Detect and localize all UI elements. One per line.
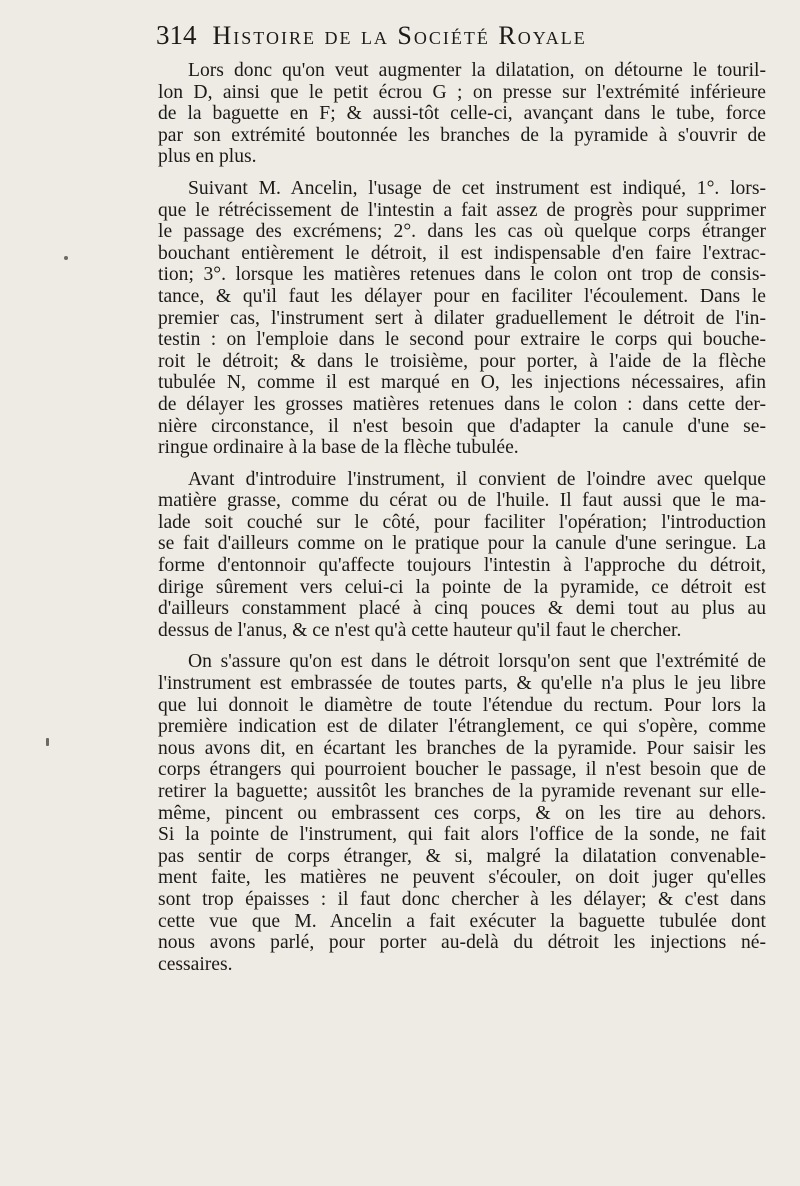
paper-speck (64, 256, 68, 260)
text-line: cessaires. (158, 953, 233, 975)
paper-speck (46, 738, 49, 746)
text-line: ringue ordinaire à la base de la flèche tubulée. (158, 437, 519, 459)
text-line: corps étrangers qui pourroient boucher le passage, il n'est besoin que de (158, 759, 766, 781)
text-line: se fait d'ailleurs comme on le pratique pour la canule d'une seringue. La (158, 533, 766, 555)
text-line: cette vue que M. Ancelin a fait exécuter la baguette tubulée dont (158, 910, 766, 932)
text-line: le passage des excrémens; 2°. dans les cas où quelque corps étranger (158, 221, 766, 243)
text-line: tance, & qu'il faut les délayer pour en faciliter l'écoulement. Dans le (158, 285, 766, 307)
paragraph (158, 178, 766, 459)
text-line: dirige sûrement vers celui-ci la pointe de la pyramide, ce détroit est (158, 576, 766, 598)
text-line: matière grasse, comme du cérat ou de l'huile. Il faut aussi que le ma- (158, 490, 766, 512)
text-line: testin : on l'emploie dans le second pour extraire le corps qui bouche- (158, 329, 766, 351)
text-line: Lors donc qu'on veut augmenter la dilatation, on détourne le touril- (188, 60, 766, 81)
running-head: Histoire de la Société Royale (212, 21, 587, 50)
text-line: de la baguette en F; & aussi-tôt celle-ci, avançant dans le tube, force (158, 103, 766, 125)
text-line: tion; 3°. lorsque les matières retenues dans le colon ont trop de consis- (158, 264, 766, 286)
text-line: nous avons parlé, pour porter au-delà du détroit les injections né- (158, 932, 766, 954)
text-line: tubulée N, comme il est marqué en O, les injections nécessaires, afin (158, 372, 766, 394)
paragraph (158, 60, 766, 168)
text-line: d'ailleurs constamment placé à cinq pouces & demi tout au plus au (158, 598, 766, 620)
text-line: ment faite, les matières ne peuvent s'écouler, on doit juger qu'elles (158, 867, 766, 889)
text-line: Si la pointe de l'instrument, qui fait alors l'office de la sonde, ne fait (158, 824, 766, 846)
text-line: Suivant M. Ancelin, l'usage de cet instrument est indiqué, 1°. lors- (188, 177, 766, 199)
text-line: Avant d'introduire l'instrument, il convient de l'oindre avec quelque (188, 468, 766, 490)
text-line: que lui donnoit le diamètre de toute l'étendue du rectum. Pour lors la (158, 694, 766, 716)
text-line: forme d'entonnoir qu'affecte toujours l'intestin à l'approche du détroit, (158, 555, 766, 577)
text-line: par son extrémité boutonnée les branches de la pyramide à s'ouvrir de (158, 124, 766, 146)
text-line: retirer la baguette; aussitôt les branches de la pyramide revenant sur elle- (158, 781, 766, 802)
text-line: roit le détroit; & dans le troisième, pour porter, à l'aide de la flèche (158, 350, 766, 372)
text-line: sont trop épaisses : il faut donc chercher à les délayer; & c'est dans (158, 888, 766, 910)
text-line: pas sentir de corps étranger, & si, malgré la dilatation convenable- (158, 845, 766, 867)
paragraph (158, 469, 766, 642)
text-line: que le rétrécissement de l'intestin a fait assez de progrès pour supprimer (158, 199, 766, 221)
text-line: premier cas, l'instrument sert à dilater graduellement le détroit de l'in- (158, 307, 766, 329)
text-line: dessus de l'anus, & ce n'est qu'à cette hauteur qu'il faut le chercher. (158, 619, 682, 641)
page-header (156, 20, 756, 60)
text-line: lade soit couché sur le côté, pour faciliter l'opération; l'introduction (158, 511, 766, 533)
text-line: plus en plus. (158, 146, 257, 168)
body-text (158, 60, 766, 985)
text-line: On s'assure qu'on est dans le détroit lorsqu'on sent que l'extrémité de (188, 651, 766, 673)
text-line: nière circonstance, il n'est besoin que d'adapter la canule d'une se- (158, 415, 766, 437)
text-line: même, pincent ou embrassent ces corps, & on les tire au dehors. (158, 802, 766, 824)
text-line: de délayer les grosses matières retenues dans le colon : dans cette der- (158, 393, 766, 415)
paragraph (158, 651, 766, 975)
text-line: l'instrument est embrassée de toutes parts, & qu'elle n'a plus le jeu libre (158, 673, 766, 695)
page-number: 314 (156, 20, 197, 50)
text-line: première indication est de dilater l'étranglement, ce qui s'opère, comme (158, 716, 766, 738)
text-line: bouchant entièrement le détroit, il est indispensable d'en faire l'extrac- (158, 242, 766, 264)
text-line: lon D, ainsi que le petit écrou G ; on presse sur l'extrémité inférieure (158, 81, 766, 103)
text-line: nous avons dit, en écartant les branches de la pyramide. Pour saisir les (158, 737, 766, 759)
